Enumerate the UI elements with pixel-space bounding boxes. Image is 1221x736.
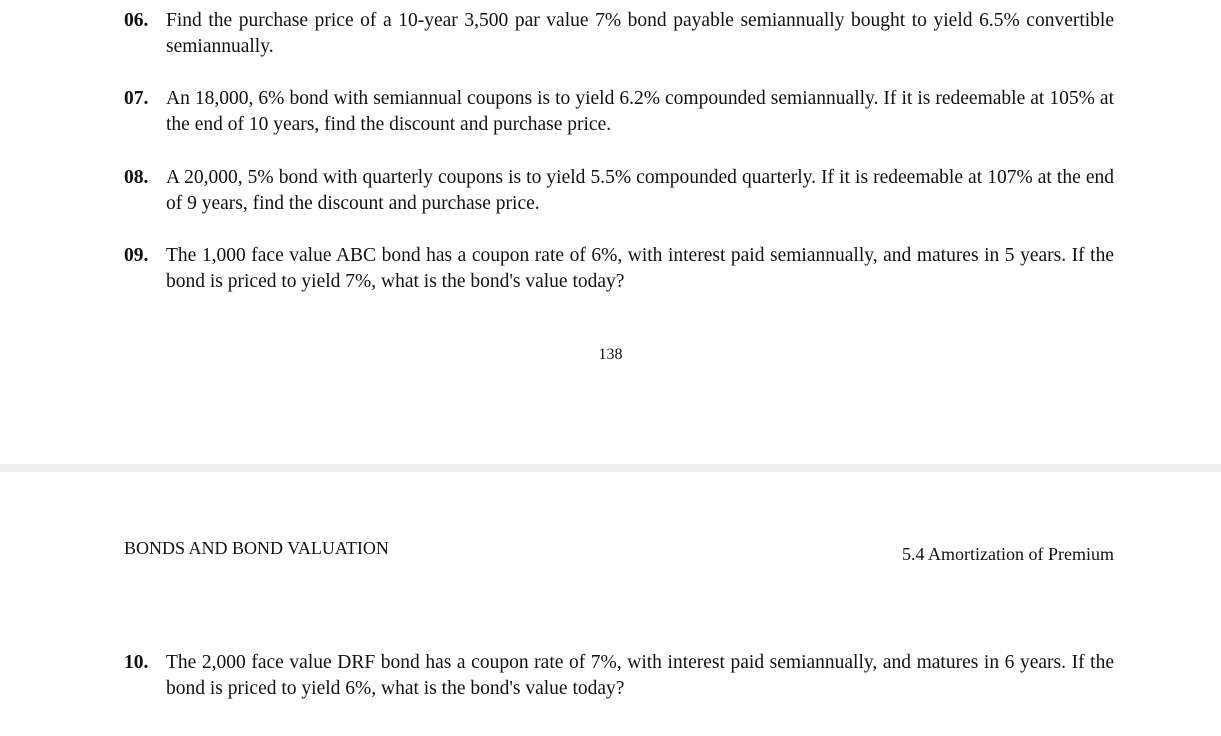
problem-number: 08. (124, 167, 149, 188)
problem-text: The 1,000 face value ABC bond has a coupon rate of 6%, with interest paid semiannually, and matures in 5 years. If the bond is priced to yield 7%, what is the bond's value today? (166, 245, 1114, 292)
problem-text: The 2,000 face value DRF bond has a coupon rate of 7%, with interest paid semiannually, and matures in 6 years. If the bond is priced to yield 6%, what is the bond's value today? (166, 652, 1114, 699)
problem-10 (124, 650, 1114, 702)
next-page (0, 472, 1221, 736)
problem-text: An 18,000, 6% bond with semiannual coupons is to yield 6.2% compounded semiannually. If it is redeemable at 105% at the end of 10 years, find the discount and purchase price. (166, 88, 1114, 135)
problem-06 (124, 8, 1114, 60)
page-separator (0, 464, 1221, 472)
problem-09 (124, 243, 1114, 295)
running-head-chapter: BONDS AND BOND VALUATION (124, 538, 389, 558)
page-number: 138 (598, 346, 623, 363)
problem-07 (124, 86, 1114, 138)
running-head-section: 5.4 Amortization of Premium (902, 544, 1114, 564)
problem-number: 07. (124, 88, 149, 109)
problem-text: Find the purchase price of a 10-year 3,500 par value 7% bond payable semiannually bought to yield 6.5% convertible semiannually. (166, 10, 1114, 57)
problem-number: 10. (124, 652, 149, 673)
problem-number: 06. (124, 10, 149, 31)
problem-08 (124, 165, 1114, 217)
problem-text: A 20,000, 5% bond with quarterly coupons is to yield 5.5% compounded quarterly. If it is redeemable at 107% at the end of 9 years, find the discount and purchase price. (166, 167, 1114, 214)
problem-number: 09. (124, 245, 149, 266)
